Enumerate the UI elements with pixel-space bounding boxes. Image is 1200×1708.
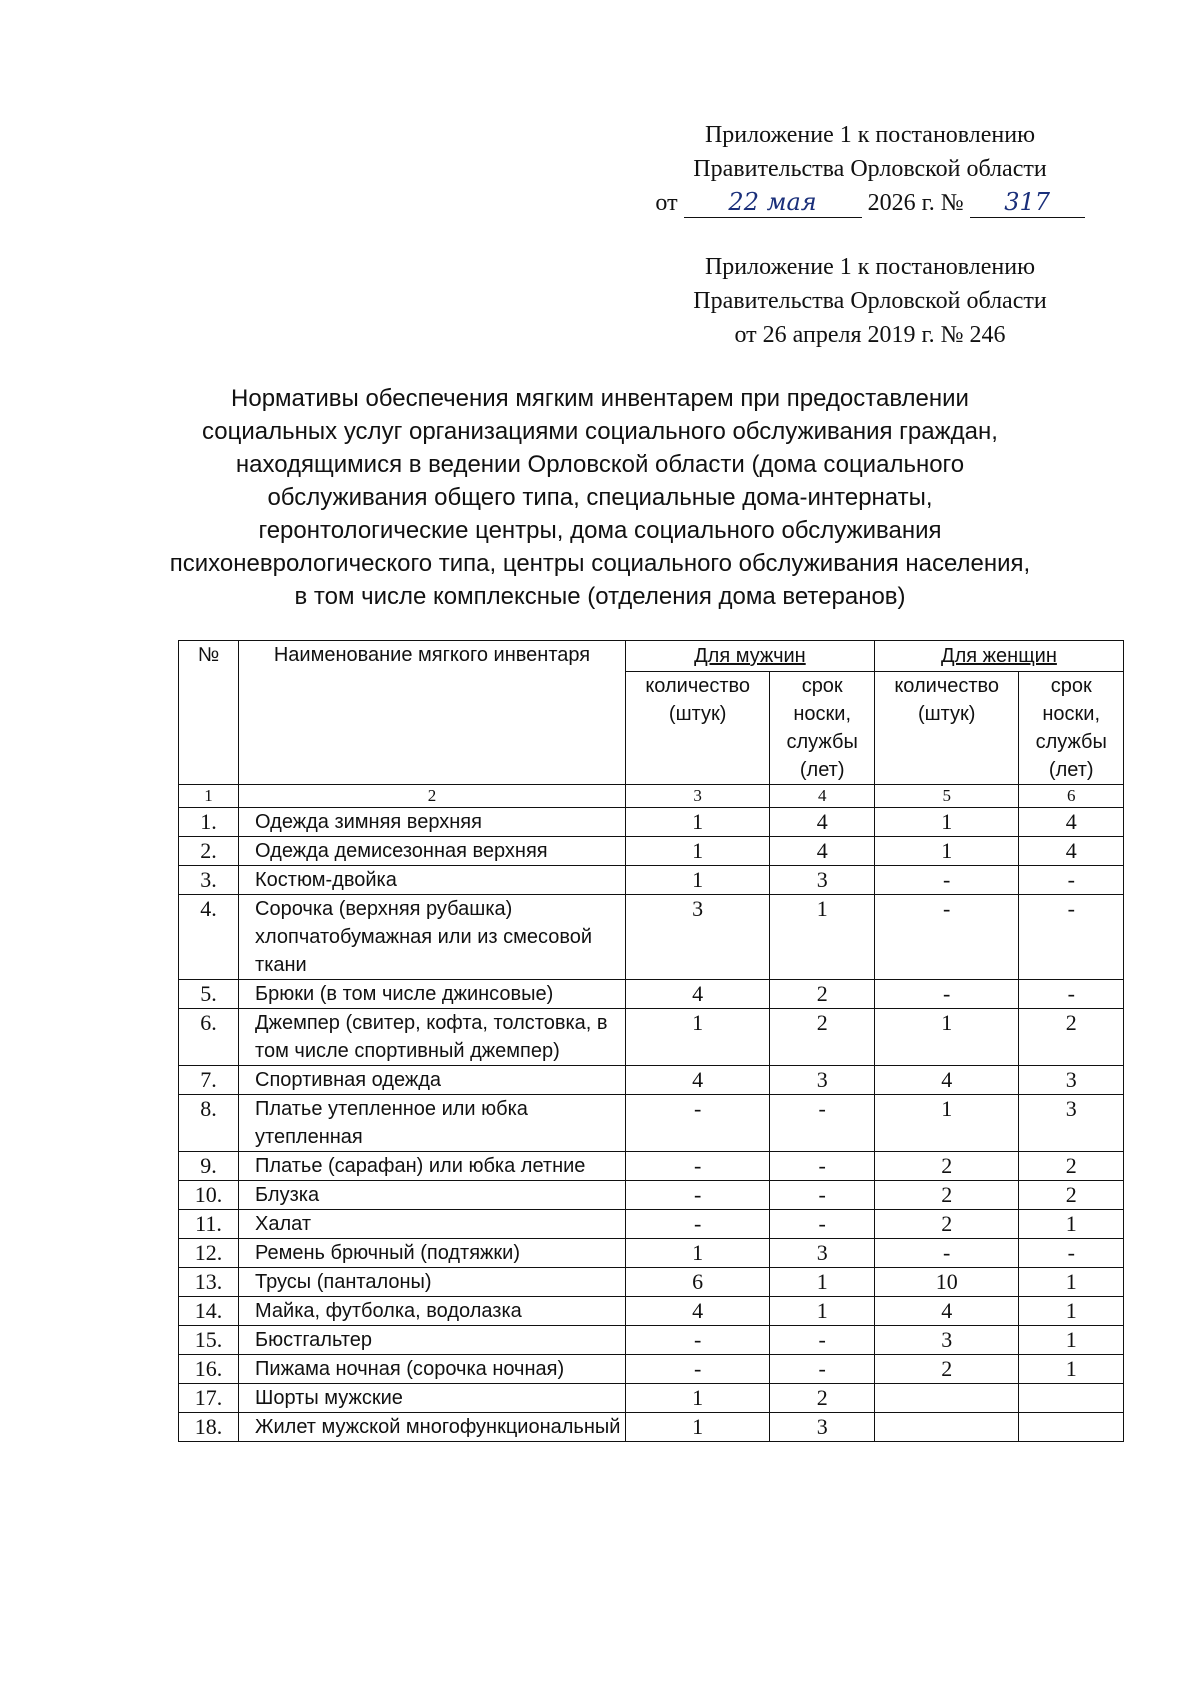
amendment-line-2: Правительства Орловской области (693, 156, 1047, 182)
men-term: - (770, 1210, 875, 1239)
column-index: 3 (625, 785, 770, 808)
women-term: 1 (1019, 1355, 1124, 1384)
men-quantity: 1 (625, 1413, 770, 1442)
men-term: 2 (770, 1384, 875, 1413)
handwritten-date: 22 мая (684, 187, 862, 218)
women-quantity: 4 (874, 1066, 1019, 1095)
title-line: в том числе комплексные (отделения дома ветеранов) (294, 583, 906, 610)
women-term: 1 (1019, 1297, 1124, 1326)
amendment-header (620, 118, 1120, 220)
row-number: 3. (179, 866, 239, 895)
table-row (179, 1355, 1124, 1384)
table-row (179, 895, 1124, 980)
women-term (1019, 1384, 1124, 1413)
row-number: 5. (179, 980, 239, 1009)
table-row (179, 837, 1124, 866)
table-row (179, 1268, 1124, 1297)
column-index-row (179, 785, 1124, 808)
amendment-line-1: Приложение 1 к постановлению (704, 122, 1036, 148)
table-row (179, 808, 1124, 837)
women-quantity: 2 (874, 1355, 1019, 1384)
women-quantity (874, 1384, 1019, 1413)
item-name: Ремень брючный (подтяжки) (239, 1239, 626, 1268)
table-row (179, 1095, 1124, 1152)
table-row (179, 1384, 1124, 1413)
item-name: Шорты мужские (239, 1384, 626, 1413)
row-number: 13. (179, 1268, 239, 1297)
row-number: 12. (179, 1239, 239, 1268)
header-men-term: срок носки, службы (лет) (770, 672, 875, 785)
women-term: 4 (1019, 837, 1124, 866)
header-men-label: Для мужчин (694, 645, 806, 667)
women-quantity: 4 (874, 1297, 1019, 1326)
column-index: 1 (179, 785, 239, 808)
title-line: Нормативы обеспечения мягким инвентарем при предоставлении (231, 385, 969, 412)
women-term: - (1019, 895, 1124, 980)
women-quantity: 1 (874, 837, 1019, 866)
men-quantity: 6 (625, 1268, 770, 1297)
item-name: Сорочка (верхняя рубашка) хлопчатобумажная или из смесовой ткани (239, 895, 626, 980)
table-row (179, 1326, 1124, 1355)
men-term: 1 (770, 1297, 875, 1326)
women-quantity: 10 (874, 1268, 1019, 1297)
document-title (150, 382, 1050, 613)
header-men-qty: количество (штук) (625, 672, 770, 785)
table-body (179, 808, 1124, 1442)
item-name: Трусы (панталоны) (239, 1268, 626, 1297)
item-name: Платье утепленное или юбка утепленная (239, 1095, 626, 1152)
header-men (625, 641, 874, 672)
table-row (179, 866, 1124, 895)
table-row (179, 1066, 1124, 1095)
original-line-3: от 26 апреля 2019 г. № 246 (734, 322, 1006, 348)
header-women-term: срок носки, службы (лет) (1019, 672, 1124, 785)
table-row (179, 1239, 1124, 1268)
norms-table (178, 640, 1124, 1442)
men-term: 4 (770, 837, 875, 866)
men-quantity: 4 (625, 1297, 770, 1326)
men-term: - (770, 1152, 875, 1181)
item-name: Бюстгальтер (239, 1326, 626, 1355)
column-index: 2 (239, 785, 626, 808)
men-quantity: - (625, 1152, 770, 1181)
men-quantity: - (625, 1181, 770, 1210)
column-index: 5 (874, 785, 1019, 808)
header-no: № (179, 641, 239, 785)
women-quantity: 3 (874, 1326, 1019, 1355)
men-quantity: 1 (625, 1239, 770, 1268)
men-term: 3 (770, 866, 875, 895)
item-name: Жилет мужской многофункциональный (239, 1413, 626, 1442)
women-term: 3 (1019, 1066, 1124, 1095)
amendment-year: 2026 г. № (867, 190, 964, 216)
table-row (179, 980, 1124, 1009)
item-name: Спортивная одежда (239, 1066, 626, 1095)
row-number: 9. (179, 1152, 239, 1181)
men-quantity: 4 (625, 1066, 770, 1095)
women-quantity: 2 (874, 1210, 1019, 1239)
header-women-qty: количество (штук) (874, 672, 1019, 785)
item-name: Платье (сарафан) или юбка летние (239, 1152, 626, 1181)
header-women-label: Для женщин (941, 645, 1057, 667)
men-term: 2 (770, 1009, 875, 1066)
original-header (620, 250, 1120, 352)
row-number: 8. (179, 1095, 239, 1152)
header-name: Наименование мягкого инвентаря (239, 641, 626, 785)
title-line: находящимися в ведении Орловской области (дома социального (235, 451, 965, 478)
women-term: 3 (1019, 1095, 1124, 1152)
table-row (179, 1297, 1124, 1326)
women-term: 4 (1019, 808, 1124, 837)
row-number: 10. (179, 1181, 239, 1210)
women-term: 1 (1019, 1210, 1124, 1239)
men-quantity: - (625, 1326, 770, 1355)
item-name: Одежда зимняя верхняя (239, 808, 626, 837)
women-quantity: 1 (874, 1009, 1019, 1066)
row-number: 15. (179, 1326, 239, 1355)
women-quantity (874, 1413, 1019, 1442)
women-term: 2 (1019, 1152, 1124, 1181)
title-line: геронтологические центры, дома социального обслуживания (258, 517, 942, 544)
men-quantity: 1 (625, 808, 770, 837)
original-line-1: Приложение 1 к постановлению (704, 254, 1036, 280)
item-name: Пижама ночная (сорочка ночная) (239, 1355, 626, 1384)
men-term: 4 (770, 808, 875, 837)
men-term: - (770, 1326, 875, 1355)
women-quantity: - (874, 895, 1019, 980)
row-number: 18. (179, 1413, 239, 1442)
women-term (1019, 1413, 1124, 1442)
men-quantity: 4 (625, 980, 770, 1009)
row-number: 2. (179, 837, 239, 866)
men-term: 1 (770, 1268, 875, 1297)
men-quantity: 1 (625, 837, 770, 866)
table-header (179, 641, 1124, 808)
men-term: 1 (770, 895, 875, 980)
table-row (179, 1009, 1124, 1066)
women-term: - (1019, 866, 1124, 895)
item-name: Майка, футболка, водолазка (239, 1297, 626, 1326)
table-row (179, 1152, 1124, 1181)
original-line-2: Правительства Орловской области (693, 288, 1047, 314)
men-quantity: 1 (625, 1384, 770, 1413)
women-term: - (1019, 1239, 1124, 1268)
item-name: Халат (239, 1210, 626, 1239)
item-name: Брюки (в том числе джинсовые) (239, 980, 626, 1009)
column-index: 6 (1019, 785, 1124, 808)
header-row-groups (179, 641, 1124, 672)
item-name: Костюм-двойка (239, 866, 626, 895)
women-term: 1 (1019, 1268, 1124, 1297)
men-term: 3 (770, 1239, 875, 1268)
women-quantity: 1 (874, 1095, 1019, 1152)
amendment-from-prefix: от (655, 190, 678, 216)
title-line: обслуживания общего типа, специальные дома-интернаты, (267, 484, 933, 511)
table-row (179, 1210, 1124, 1239)
men-quantity: 1 (625, 1009, 770, 1066)
row-number: 17. (179, 1384, 239, 1413)
header-women (874, 641, 1123, 672)
women-quantity: - (874, 866, 1019, 895)
title-line: психоневрологического типа, центры социального обслуживания населения, (169, 550, 1031, 577)
item-name: Блузка (239, 1181, 626, 1210)
men-term: - (770, 1181, 875, 1210)
row-number: 16. (179, 1355, 239, 1384)
men-quantity: - (625, 1095, 770, 1152)
title-line: социальных услуг организациями социального обслуживания граждан, (202, 418, 998, 445)
women-term: 2 (1019, 1181, 1124, 1210)
row-number: 14. (179, 1297, 239, 1326)
men-term: 3 (770, 1066, 875, 1095)
table-row (179, 1413, 1124, 1442)
table-row (179, 1181, 1124, 1210)
women-quantity: 1 (874, 808, 1019, 837)
men-term: 3 (770, 1413, 875, 1442)
men-quantity: 1 (625, 866, 770, 895)
women-quantity: - (874, 1239, 1019, 1268)
handwritten-number: 317 (970, 187, 1085, 218)
row-number: 4. (179, 895, 239, 980)
item-name: Джемпер (свитер, кофта, толстовка, в том числе спортивный джемпер) (239, 1009, 626, 1066)
men-term: - (770, 1095, 875, 1152)
women-term: 1 (1019, 1326, 1124, 1355)
men-term: 2 (770, 980, 875, 1009)
item-name: Одежда демисезонная верхняя (239, 837, 626, 866)
men-quantity: 3 (625, 895, 770, 980)
men-quantity: - (625, 1210, 770, 1239)
women-quantity: 2 (874, 1152, 1019, 1181)
column-index: 4 (770, 785, 875, 808)
amendment-sign-line (620, 186, 1120, 220)
women-quantity: 2 (874, 1181, 1019, 1210)
row-number: 11. (179, 1210, 239, 1239)
women-term: 2 (1019, 1009, 1124, 1066)
women-term: - (1019, 980, 1124, 1009)
women-quantity: - (874, 980, 1019, 1009)
row-number: 7. (179, 1066, 239, 1095)
men-term: - (770, 1355, 875, 1384)
men-quantity: - (625, 1355, 770, 1384)
row-number: 1. (179, 808, 239, 837)
row-number: 6. (179, 1009, 239, 1066)
